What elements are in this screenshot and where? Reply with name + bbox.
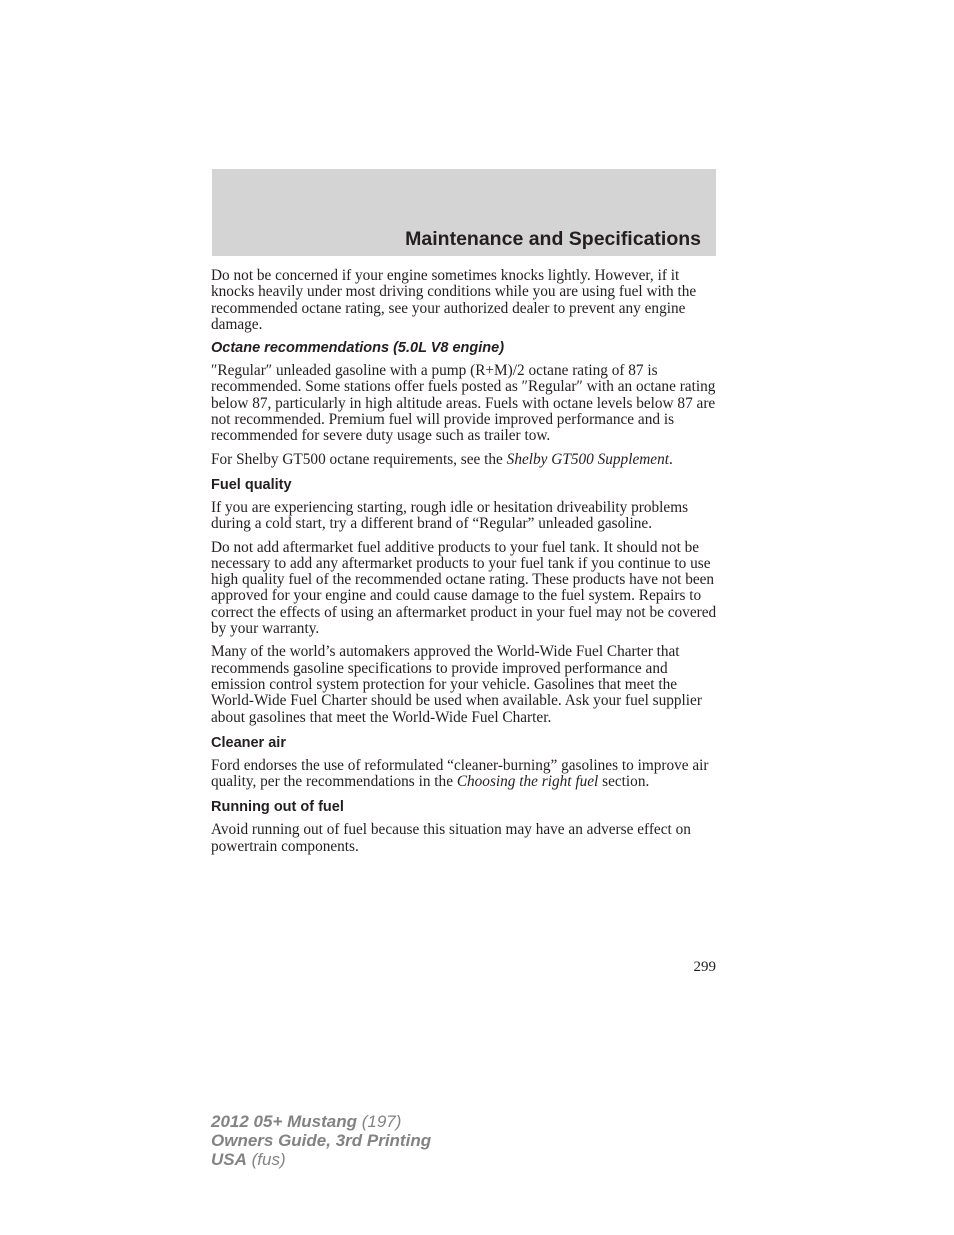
choosing-fuel-reference: Choosing the right fuel [456,773,599,791]
footer-model-code: (197) [357,1112,402,1131]
section-header-band [212,169,716,256]
fuel-quality-paragraph-1: If you are experiencing starting, rough idle or hesitation driveability problems during a cold start, try a different brand of “Regular” unleaded gasoline. [211,498,689,533]
fuel-quality-paragraph-3: Many of the world’s automakers approved the World-Wide Fuel Charter that recommends gasoline specifications to provide improved performance and emission control system protection for your vehicle. Gasolines that meet the World-Wide Fuel Charter should be used when available. Ask your fuel supplier about gasolines that meet the World-Wide Fuel Charter. [211,643,702,726]
cleaner-air-text-start: Ford endorses the use of reformulated “cleaner-burning” gasolines to improve air quality, per the recommendations in the [211,756,709,791]
footer-region-code: (fus) [246,1150,286,1169]
footer-region: USA [211,1150,247,1169]
cleaner-air-text-end: section. [598,773,650,791]
page-content [211,268,717,862]
cleaner-air-paragraph [211,758,717,791]
shelby-paragraph [211,452,717,468]
cleaner-air-heading: Cleaner air [211,734,286,751]
fuel-quality-heading: Fuel quality [211,476,292,493]
footer-model: 2012 05+ Mustang [211,1112,357,1131]
octane-heading: Octane recommendations (5.0L V8 engine) [211,340,505,357]
section-title: Maintenance and Specifications [405,228,701,250]
running-out-paragraph: Avoid running out of fuel because this situation may have an adverse effect on powertrain components. [211,821,691,855]
shelby-text-start: For Shelby GT500 octane requirements, see the [211,450,507,468]
page-number: 299 [693,959,716,975]
running-out-heading: Running out of fuel [211,799,344,816]
footer-guide: Owners Guide, 3rd Printing [211,1131,432,1150]
footer-line-model [211,1112,431,1131]
shelby-supplement-reference: Shelby GT500 Supplement [506,450,669,468]
fuel-quality-paragraph-2: Do not add aftermarket fuel additive products to your fuel tank. It should not be necessary to add any aftermarket products to your fuel tank if you continue to use high quality fuel of the recommended octane rating. These products have not been approved for your engine and could cause damage to the fuel system. Repairs to correct the effects of using an aftermarket product in your fuel may not be covered by your warranty. [211,538,717,638]
octane-paragraph: ″Regular″ unleaded gasoline with a pump (R+M)/2 octane rating of 87 is recommended. Some stations offer fuels posted as ″Regular″ with an octane rating below 87, particularly in high altitude areas. Fuels with octane levels below 87 are not recommended. Premium fuel will provide improved performance and is recommended for severe duty usage such as trailer tow. [211,362,716,445]
intro-paragraph: Do not be concerned if your engine sometimes knocks lightly. However, if it knocks heavily under most driving conditions while you are using fuel with the recommended octane rating, see your authorized dealer to prevent any engine damage. [211,267,697,333]
footer-line-region [211,1150,431,1169]
footer-line-guide [211,1131,431,1150]
document-footer [211,1112,431,1169]
shelby-text-end: . [668,450,673,468]
